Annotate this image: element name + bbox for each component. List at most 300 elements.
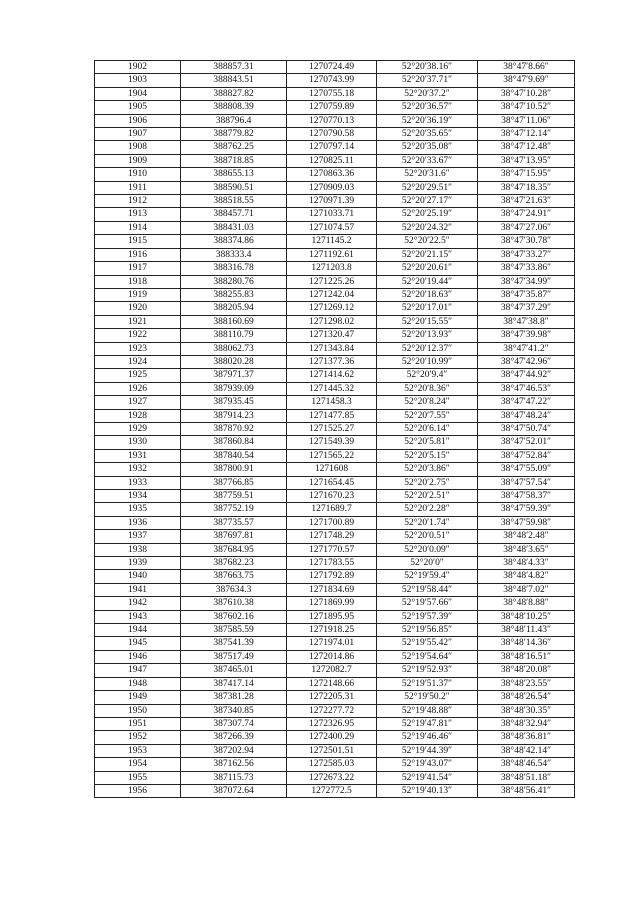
latitude-cell: 52°19′58.44″ [377, 583, 478, 596]
point-number-cell: 1926 [95, 382, 181, 395]
y-coordinate-cell: 1271869.99 [287, 597, 377, 610]
longitude-cell: 38°47′10.52″ [478, 101, 575, 114]
table-row [95, 275, 575, 288]
table-row [95, 181, 575, 194]
latitude-cell: 52°20′20.61″ [377, 262, 478, 275]
y-coordinate-cell: 1272277.72 [287, 704, 377, 717]
longitude-cell: 38°48′11.43″ [478, 624, 575, 637]
point-number-cell: 1917 [95, 262, 181, 275]
x-coordinate-cell: 387340.85 [181, 704, 287, 717]
point-number-cell: 1932 [95, 463, 181, 476]
latitude-cell: 52°20′0.51″ [377, 530, 478, 543]
latitude-cell: 52°20′2.51″ [377, 490, 478, 503]
longitude-cell: 38°47′8.66″ [478, 61, 575, 74]
latitude-cell: 52°20′35.65″ [377, 128, 478, 141]
point-number-cell: 1954 [95, 758, 181, 771]
table-row [95, 717, 575, 730]
point-number-cell: 1940 [95, 570, 181, 583]
longitude-cell: 38°47′11.06″ [478, 114, 575, 127]
point-number-cell: 1938 [95, 543, 181, 556]
table-row [95, 114, 575, 127]
latitude-cell: 52°19′50.2″ [377, 691, 478, 704]
x-coordinate-cell: 388062.73 [181, 342, 287, 355]
x-coordinate-cell: 387914.23 [181, 409, 287, 422]
x-coordinate-cell: 387697.81 [181, 530, 287, 543]
y-coordinate-cell: 1271192.61 [287, 248, 377, 261]
x-coordinate-cell: 388333.4 [181, 248, 287, 261]
latitude-cell: 52°19′52.93″ [377, 664, 478, 677]
point-number-cell: 1951 [95, 717, 181, 730]
latitude-cell: 52°20′18.63″ [377, 288, 478, 301]
latitude-cell: 52°19′48.88″ [377, 704, 478, 717]
point-number-cell: 1956 [95, 784, 181, 797]
y-coordinate-cell: 1271074.57 [287, 221, 377, 234]
point-number-cell: 1929 [95, 422, 181, 435]
y-coordinate-cell: 1270797.14 [287, 141, 377, 154]
table-row [95, 329, 575, 342]
x-coordinate-cell: 387682.23 [181, 557, 287, 570]
point-number-cell: 1908 [95, 141, 181, 154]
y-coordinate-cell: 1271608 [287, 463, 377, 476]
point-number-cell: 1934 [95, 490, 181, 503]
y-coordinate-cell: 1272014.86 [287, 650, 377, 663]
x-coordinate-cell: 387840.54 [181, 449, 287, 462]
table-row [95, 168, 575, 181]
point-number-cell: 1916 [95, 248, 181, 261]
latitude-cell: 52°20′22.5″ [377, 235, 478, 248]
longitude-cell: 38°47′57.54″ [478, 476, 575, 489]
longitude-cell: 38°47′37.29″ [478, 302, 575, 315]
table-row [95, 396, 575, 409]
longitude-cell: 38°48′20.08″ [478, 664, 575, 677]
table-row [95, 221, 575, 234]
y-coordinate-cell: 1270759.89 [287, 101, 377, 114]
latitude-cell: 52°20′36.19″ [377, 114, 478, 127]
longitude-cell: 38°48′4.82″ [478, 570, 575, 583]
y-coordinate-cell: 1271549.39 [287, 436, 377, 449]
x-coordinate-cell: 387072.64 [181, 784, 287, 797]
x-coordinate-cell: 387610.38 [181, 597, 287, 610]
table-row [95, 248, 575, 261]
latitude-cell: 52°20′19.44″ [377, 275, 478, 288]
latitude-cell: 52°19′57.66″ [377, 597, 478, 610]
x-coordinate-cell: 387634.3 [181, 583, 287, 596]
latitude-cell: 52°20′17.01″ [377, 302, 478, 315]
point-number-cell: 1943 [95, 610, 181, 623]
x-coordinate-cell: 388110.79 [181, 329, 287, 342]
latitude-cell: 52°20′33.67″ [377, 154, 478, 167]
point-number-cell: 1911 [95, 181, 181, 194]
latitude-cell: 52°19′43.07″ [377, 758, 478, 771]
table-row [95, 691, 575, 704]
y-coordinate-cell: 1271974.01 [287, 637, 377, 650]
point-number-cell: 1941 [95, 583, 181, 596]
latitude-cell: 52°20′3.86″ [377, 463, 478, 476]
point-number-cell: 1948 [95, 677, 181, 690]
point-number-cell: 1937 [95, 530, 181, 543]
x-coordinate-cell: 387684.95 [181, 543, 287, 556]
x-coordinate-cell: 387752.19 [181, 503, 287, 516]
x-coordinate-cell: 388827.82 [181, 87, 287, 100]
point-number-cell: 1949 [95, 691, 181, 704]
point-number-cell: 1920 [95, 302, 181, 315]
x-coordinate-cell: 388718.85 [181, 154, 287, 167]
longitude-cell: 38°48′30.35″ [478, 704, 575, 717]
y-coordinate-cell: 1271203.8 [287, 262, 377, 275]
latitude-cell: 52°20′24.32″ [377, 221, 478, 234]
longitude-cell: 38°47′24.91″ [478, 208, 575, 221]
table-row [95, 235, 575, 248]
point-number-cell: 1942 [95, 597, 181, 610]
coordinates-table [94, 60, 575, 798]
x-coordinate-cell: 387381.28 [181, 691, 287, 704]
longitude-cell: 38°47′47.22″ [478, 396, 575, 409]
point-number-cell: 1913 [95, 208, 181, 221]
longitude-cell: 38°47′9.69″ [478, 74, 575, 87]
y-coordinate-cell: 1270863.36 [287, 168, 377, 181]
y-coordinate-cell: 1270909.03 [287, 181, 377, 194]
table-row [95, 650, 575, 663]
y-coordinate-cell: 1272082.7 [287, 664, 377, 677]
x-coordinate-cell: 387939.09 [181, 382, 287, 395]
latitude-cell: 52°19′55.42″ [377, 637, 478, 650]
y-coordinate-cell: 1271565.22 [287, 449, 377, 462]
table-row [95, 490, 575, 503]
latitude-cell: 52°20′27.17″ [377, 195, 478, 208]
y-coordinate-cell: 1271918.25 [287, 624, 377, 637]
x-coordinate-cell: 387517.49 [181, 650, 287, 663]
latitude-cell: 52°20′36.57″ [377, 101, 478, 114]
latitude-cell: 52°20′2.28″ [377, 503, 478, 516]
y-coordinate-cell: 1271414.62 [287, 369, 377, 382]
point-number-cell: 1924 [95, 355, 181, 368]
point-number-cell: 1923 [95, 342, 181, 355]
y-coordinate-cell: 1271895.95 [287, 610, 377, 623]
x-coordinate-cell: 388779.82 [181, 128, 287, 141]
table-row [95, 530, 575, 543]
x-coordinate-cell: 388020.28 [181, 355, 287, 368]
table-row [95, 583, 575, 596]
latitude-cell: 52°19′40.13″ [377, 784, 478, 797]
y-coordinate-cell: 1272585.03 [287, 758, 377, 771]
longitude-cell: 38°47′12.48″ [478, 141, 575, 154]
latitude-cell: 52°19′46.46″ [377, 731, 478, 744]
table-row [95, 262, 575, 275]
latitude-cell: 52°20′25.19″ [377, 208, 478, 221]
longitude-cell: 38°47′48.24″ [478, 409, 575, 422]
x-coordinate-cell: 387870.92 [181, 422, 287, 435]
table-row [95, 476, 575, 489]
point-number-cell: 1925 [95, 369, 181, 382]
x-coordinate-cell: 388857.31 [181, 61, 287, 74]
longitude-cell: 38°47′52.01″ [478, 436, 575, 449]
latitude-cell: 52°20′8.24″ [377, 396, 478, 409]
y-coordinate-cell: 1271689.7 [287, 503, 377, 516]
x-coordinate-cell: 387417.14 [181, 677, 287, 690]
y-coordinate-cell: 1271242.04 [287, 288, 377, 301]
longitude-cell: 38°47′15.95″ [478, 168, 575, 181]
table-row [95, 463, 575, 476]
y-coordinate-cell: 1271225.26 [287, 275, 377, 288]
longitude-cell: 38°48′46.54″ [478, 758, 575, 771]
latitude-cell: 52°20′7.55″ [377, 409, 478, 422]
latitude-cell: 52°20′15.55″ [377, 315, 478, 328]
latitude-cell: 52°20′13.93″ [377, 329, 478, 342]
longitude-cell: 38°48′7.02″ [478, 583, 575, 596]
latitude-cell: 52°20′5.15″ [377, 449, 478, 462]
longitude-cell: 38°47′52.84″ [478, 449, 575, 462]
longitude-cell: 38°48′23.55″ [478, 677, 575, 690]
longitude-cell: 38°47′33.27″ [478, 248, 575, 261]
point-number-cell: 1919 [95, 288, 181, 301]
point-number-cell: 1935 [95, 503, 181, 516]
table-row [95, 74, 575, 87]
x-coordinate-cell: 388590.51 [181, 181, 287, 194]
x-coordinate-cell: 388655.13 [181, 168, 287, 181]
point-number-cell: 1927 [95, 396, 181, 409]
y-coordinate-cell: 1270724.49 [287, 61, 377, 74]
x-coordinate-cell: 387266.39 [181, 731, 287, 744]
point-number-cell: 1909 [95, 154, 181, 167]
longitude-cell: 38°47′10.28″ [478, 87, 575, 100]
table-row [95, 784, 575, 797]
table-row [95, 141, 575, 154]
x-coordinate-cell: 388280.76 [181, 275, 287, 288]
latitude-cell: 52°20′9.4″ [377, 369, 478, 382]
latitude-cell: 52°20′31.6″ [377, 168, 478, 181]
latitude-cell: 52°19′57.39″ [377, 610, 478, 623]
longitude-cell: 38°48′10.25″ [478, 610, 575, 623]
x-coordinate-cell: 387162.56 [181, 758, 287, 771]
point-number-cell: 1922 [95, 329, 181, 342]
longitude-cell: 38°47′13.95″ [478, 154, 575, 167]
table-row [95, 288, 575, 301]
table-row [95, 570, 575, 583]
longitude-cell: 38°47′34.99″ [478, 275, 575, 288]
table-row [95, 302, 575, 315]
longitude-cell: 38°47′58.37″ [478, 490, 575, 503]
point-number-cell: 1952 [95, 731, 181, 744]
point-number-cell: 1918 [95, 275, 181, 288]
latitude-cell: 52°20′0.09″ [377, 543, 478, 556]
latitude-cell: 52°20′12.37″ [377, 342, 478, 355]
y-coordinate-cell: 1271445.32 [287, 382, 377, 395]
table-row [95, 195, 575, 208]
table-row [95, 744, 575, 757]
latitude-cell: 52°19′47.81″ [377, 717, 478, 730]
y-coordinate-cell: 1271320.47 [287, 329, 377, 342]
point-number-cell: 1910 [95, 168, 181, 181]
x-coordinate-cell: 388457.71 [181, 208, 287, 221]
longitude-cell: 38°47′33.86″ [478, 262, 575, 275]
point-number-cell: 1930 [95, 436, 181, 449]
table-row [95, 771, 575, 784]
longitude-cell: 38°47′38.8″ [478, 315, 575, 328]
point-number-cell: 1907 [95, 128, 181, 141]
longitude-cell: 38°48′36.81″ [478, 731, 575, 744]
table-row [95, 61, 575, 74]
longitude-cell: 38°47′30.78″ [478, 235, 575, 248]
table-row [95, 208, 575, 221]
table-row [95, 731, 575, 744]
table-row [95, 557, 575, 570]
latitude-cell: 52°20′0″ [377, 557, 478, 570]
coordinates-table-body [95, 61, 575, 798]
latitude-cell: 52°19′56.85″ [377, 624, 478, 637]
y-coordinate-cell: 1271343.84 [287, 342, 377, 355]
y-coordinate-cell: 1271834.69 [287, 583, 377, 596]
latitude-cell: 52°19′44.39″ [377, 744, 478, 757]
x-coordinate-cell: 388796.4 [181, 114, 287, 127]
table-row [95, 369, 575, 382]
x-coordinate-cell: 387759.51 [181, 490, 287, 503]
longitude-cell: 38°47′27.06″ [478, 221, 575, 234]
latitude-cell: 52°19′41.54″ [377, 771, 478, 784]
longitude-cell: 38°47′41.2″ [478, 342, 575, 355]
point-number-cell: 1950 [95, 704, 181, 717]
point-number-cell: 1936 [95, 516, 181, 529]
y-coordinate-cell: 1271700.89 [287, 516, 377, 529]
longitude-cell: 38°48′8.88″ [478, 597, 575, 610]
x-coordinate-cell: 387115.73 [181, 771, 287, 784]
latitude-cell: 52°20′1.74″ [377, 516, 478, 529]
point-number-cell: 1928 [95, 409, 181, 422]
table-row [95, 154, 575, 167]
x-coordinate-cell: 388518.55 [181, 195, 287, 208]
y-coordinate-cell: 1270755.18 [287, 87, 377, 100]
y-coordinate-cell: 1272400.29 [287, 731, 377, 744]
longitude-cell: 38°48′42.14″ [478, 744, 575, 757]
y-coordinate-cell: 1271770.57 [287, 543, 377, 556]
y-coordinate-cell: 1271748.29 [287, 530, 377, 543]
point-number-cell: 1921 [95, 315, 181, 328]
table-row [95, 503, 575, 516]
x-coordinate-cell: 387663.75 [181, 570, 287, 583]
table-row [95, 128, 575, 141]
table-row [95, 543, 575, 556]
latitude-cell: 52°20′38.16″ [377, 61, 478, 74]
y-coordinate-cell: 1271145.2 [287, 235, 377, 248]
table-row [95, 87, 575, 100]
latitude-cell: 52°20′35.08″ [377, 141, 478, 154]
longitude-cell: 38°47′59.39″ [478, 503, 575, 516]
point-number-cell: 1915 [95, 235, 181, 248]
y-coordinate-cell: 1272205.31 [287, 691, 377, 704]
y-coordinate-cell: 1271783.55 [287, 557, 377, 570]
y-coordinate-cell: 1271458.3 [287, 396, 377, 409]
table-row [95, 436, 575, 449]
y-coordinate-cell: 1271792.89 [287, 570, 377, 583]
y-coordinate-cell: 1271477.85 [287, 409, 377, 422]
point-number-cell: 1955 [95, 771, 181, 784]
x-coordinate-cell: 387202.94 [181, 744, 287, 757]
latitude-cell: 52°20′37.2″ [377, 87, 478, 100]
x-coordinate-cell: 388431.03 [181, 221, 287, 234]
longitude-cell: 38°47′39.98″ [478, 329, 575, 342]
table-row [95, 664, 575, 677]
y-coordinate-cell: 1270971.39 [287, 195, 377, 208]
x-coordinate-cell: 387800.91 [181, 463, 287, 476]
table-row [95, 409, 575, 422]
table-row [95, 637, 575, 650]
y-coordinate-cell: 1271525.27 [287, 422, 377, 435]
point-number-cell: 1944 [95, 624, 181, 637]
y-coordinate-cell: 1270770.13 [287, 114, 377, 127]
longitude-cell: 38°48′14.36″ [478, 637, 575, 650]
y-coordinate-cell: 1271670.23 [287, 490, 377, 503]
table-row [95, 342, 575, 355]
y-coordinate-cell: 1271377.36 [287, 355, 377, 368]
longitude-cell: 38°48′2.48″ [478, 530, 575, 543]
y-coordinate-cell: 1272148.66 [287, 677, 377, 690]
latitude-cell: 52°19′51.37″ [377, 677, 478, 690]
x-coordinate-cell: 387860.84 [181, 436, 287, 449]
y-coordinate-cell: 1272772.5 [287, 784, 377, 797]
point-number-cell: 1946 [95, 650, 181, 663]
x-coordinate-cell: 388255.83 [181, 288, 287, 301]
x-coordinate-cell: 387935.45 [181, 396, 287, 409]
latitude-cell: 52°20′10.99″ [377, 355, 478, 368]
x-coordinate-cell: 388808.39 [181, 101, 287, 114]
latitude-cell: 52°20′5.81″ [377, 436, 478, 449]
longitude-cell: 38°48′16.51″ [478, 650, 575, 663]
x-coordinate-cell: 388843.51 [181, 74, 287, 87]
point-number-cell: 1902 [95, 61, 181, 74]
point-number-cell: 1947 [95, 664, 181, 677]
longitude-cell: 38°47′44.92″ [478, 369, 575, 382]
table-row [95, 610, 575, 623]
longitude-cell: 38°48′26.54″ [478, 691, 575, 704]
x-coordinate-cell: 387307.74 [181, 717, 287, 730]
latitude-cell: 52°20′2.75″ [377, 476, 478, 489]
longitude-cell: 38°47′50.74″ [478, 422, 575, 435]
longitude-cell: 38°47′18.35″ [478, 181, 575, 194]
table-row [95, 758, 575, 771]
point-number-cell: 1904 [95, 87, 181, 100]
longitude-cell: 38°47′42.96″ [478, 355, 575, 368]
longitude-cell: 38°47′59.98″ [478, 516, 575, 529]
table-row [95, 677, 575, 690]
x-coordinate-cell: 387465.01 [181, 664, 287, 677]
point-number-cell: 1912 [95, 195, 181, 208]
point-number-cell: 1945 [95, 637, 181, 650]
point-number-cell: 1939 [95, 557, 181, 570]
table-row [95, 449, 575, 462]
longitude-cell: 38°48′3.65″ [478, 543, 575, 556]
x-coordinate-cell: 387766.85 [181, 476, 287, 489]
y-coordinate-cell: 1272673.22 [287, 771, 377, 784]
y-coordinate-cell: 1271654.45 [287, 476, 377, 489]
x-coordinate-cell: 387735.57 [181, 516, 287, 529]
y-coordinate-cell: 1271298.02 [287, 315, 377, 328]
table-row [95, 597, 575, 610]
y-coordinate-cell: 1271033.71 [287, 208, 377, 221]
latitude-cell: 52°19′54.64″ [377, 650, 478, 663]
table-row [95, 516, 575, 529]
point-number-cell: 1931 [95, 449, 181, 462]
table-row [95, 422, 575, 435]
longitude-cell: 38°47′35.87″ [478, 288, 575, 301]
x-coordinate-cell: 387971.37 [181, 369, 287, 382]
y-coordinate-cell: 1270790.58 [287, 128, 377, 141]
y-coordinate-cell: 1270743.99 [287, 74, 377, 87]
point-number-cell: 1903 [95, 74, 181, 87]
x-coordinate-cell: 387541.39 [181, 637, 287, 650]
latitude-cell: 52°20′29.51″ [377, 181, 478, 194]
latitude-cell: 52°20′37.71″ [377, 74, 478, 87]
latitude-cell: 52°19′59.4″ [377, 570, 478, 583]
table-row [95, 101, 575, 114]
